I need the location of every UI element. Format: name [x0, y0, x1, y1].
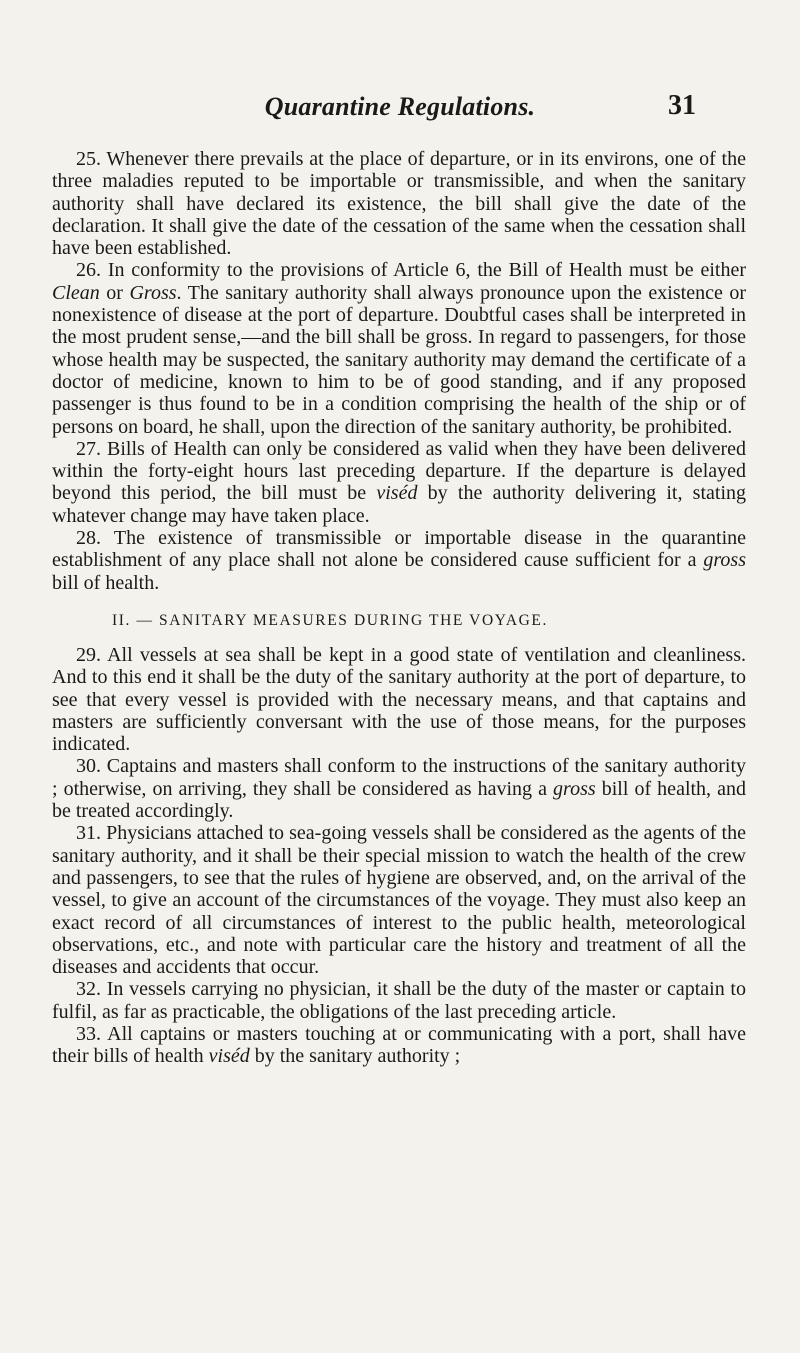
paragraph-text: 29. All vessels at sea shall be kept in a good state of ventilation and cleanliness. And to this end it shall be the duty of the sanitary authority at the port of departure, to see that every vessel is provided with the necessary means, and that captains and masters are sufficiently conversant with the use of those means, for the purposes indicated.	[52, 643, 746, 756]
paragraph-text: 31. Physicians attached to sea-going vessels shall be considered as the agents of the sanitary authority, and it shall be their special mission to watch the health of the crew and passengers, to see that the rules of hygiene are observed, and, on the arrival of the vessel, to give an account of the circumstances of the voyage. They must also keep an exact record of all circumstances of interest to the public health, meteorological observations, etc., and note with particular care the history and treatment of all the diseases and accidents that occur.	[52, 822, 746, 979]
paragraphs-before-heading	[52, 148, 746, 594]
paragraph-text: 26. In conformity to the provisions of Article 6, the Bill of Health must be either	[76, 259, 746, 282]
article-paragraph	[52, 755, 746, 822]
article-paragraph	[52, 644, 746, 755]
paragraph-text: by the authority delivering it, stating whatever change may have taken place.	[52, 482, 746, 527]
running-head: Quarantine Regulations.	[264, 92, 536, 121]
italic-term: Gross	[129, 281, 177, 304]
paragraph-text: bill of health.	[52, 571, 160, 594]
article-paragraph	[52, 1023, 746, 1068]
section-heading: II. — SANITARY MEASURES DURING THE VOYAGE.	[112, 611, 548, 629]
paragraph-text: . The sanitary authority shall always pronounce upon the existence or nonexistence of disease at the port of departure. Doubtful cases shall be interpreted in the most prudent sense,—and the bill shall be gross. In regard to passengers, for those whose health may be suspected, the sanitary authority may demand the certificate of a doctor of medicine, known to him to be of good standing, and if any proposed passenger is thus found to be in a condition comprising the health of the ship or of persons on board, he shall, upon the direction of the sanitary authority, be prohibited.	[52, 281, 746, 438]
article-paragraph	[52, 978, 746, 1023]
page-header	[0, 92, 800, 132]
paragraphs-after-heading	[52, 644, 746, 1068]
italic-term: viséd	[208, 1045, 250, 1068]
italic-term: gross	[703, 549, 746, 572]
paragraph-text: or	[99, 281, 130, 304]
paragraph-text: 27. Bills of Health can only be considered as valid when they have been delivered within the forty-eight hours last preceding departure. If the departure is delayed beyond this period, the bill must be	[52, 437, 746, 505]
article-paragraph	[52, 148, 746, 259]
italic-term: gross	[553, 777, 596, 800]
paragraph-text: by the sanitary authority ;	[249, 1045, 461, 1068]
paragraph-text: 32. In vessels carrying no physician, it shall be the duty of the master or captain to fulfil, as far as practicable, the obligations of the last preceding article.	[52, 978, 746, 1023]
article-paragraph	[52, 527, 746, 594]
article-paragraph	[52, 438, 746, 527]
article-paragraph	[52, 822, 746, 978]
italic-term: viséd	[376, 482, 418, 505]
page-number: 31	[668, 90, 696, 121]
paragraph-text: 30. Captains and masters shall conform to the instructions of the sanitary authority ; otherwise, on arriving, they shall be considered as having a	[52, 755, 746, 800]
paragraph-text: bill of health, and be treated accordingly.	[52, 777, 746, 823]
paragraph-text: 25. Whenever there prevails at the place of departure, or in its environs, one of the three maladies reputed to be importable or transmissible, and when the sanitary authority shall have declared its existence, the bill shall give the date of the declaration. It shall give the date of the cessation of the same when the cessation shall have been established.	[52, 148, 746, 260]
italic-term: Clean	[52, 281, 100, 304]
paragraph-text: 28. The existence of transmissible or importable disease in the quarantine establishment of any place shall not alone be considered cause sufficient for a	[52, 527, 746, 572]
article-paragraph	[52, 259, 746, 437]
page-body	[52, 148, 746, 1068]
paragraph-text: 33. All captains or masters touching at or communicating with a port, shall have their bills of health	[52, 1022, 746, 1068]
